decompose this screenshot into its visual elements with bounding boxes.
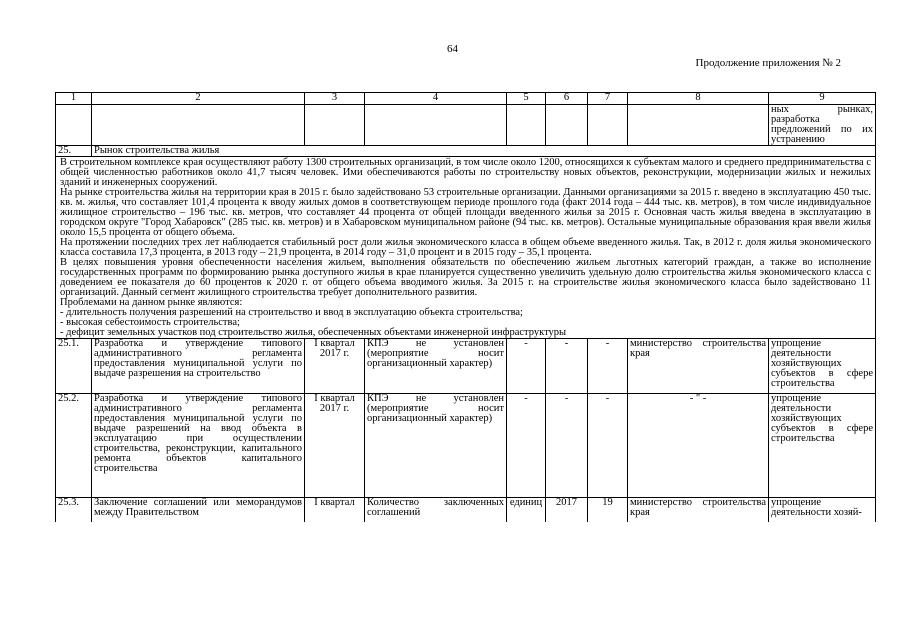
term: I квартал (305, 498, 365, 522)
col-header: 7 (588, 93, 628, 105)
result: упрощение деятельности хозяй- (769, 498, 876, 522)
col-header: 3 (305, 93, 365, 105)
section-number: 25. (56, 146, 92, 157)
result: упрощение деятельности хозяйствующих субъектов в сфере строительства (769, 339, 876, 394)
table-row (56, 394, 876, 498)
executor: - " - (628, 394, 769, 498)
col-header: 5 (507, 93, 546, 105)
col-header: 4 (365, 93, 507, 105)
description-paragraph: На рынке строительства жилья на территории края в 2015 г. было задействовано 53 строительные организации. Данными организациями за 2015 г. введено в эксплуатацию 450 тыс. кв. м. жилья, что составляет 101,4 процента к вводу жилых домов в соответствующем периоде прошлого года (факт 2014 года – 444 тыс. кв. метров), в том числе индивидуальное жилищное строительство – 196 тыс. кв. метров, что составляет 44 процента от общей площади введенного жилья за 2015 г. Основная часть жилья введена в эксплуатацию в городском округе "Город Хабаровск" (285 тыс. кв. метров) и в Хабаровском муниципальном районе (94 тыс. кв. метров). Остальные муниципальные образования края ввели жилья около 15,5 процента от общего объема. (60, 187, 871, 238)
year: - (546, 339, 588, 394)
table-row (56, 339, 876, 394)
value: - (588, 394, 628, 498)
section-description (56, 157, 876, 339)
measure-title: Заключение соглашений или меморандумов между Правительством (92, 498, 305, 522)
table-row (56, 105, 876, 146)
col-header: 6 (546, 93, 588, 105)
description-paragraph: В целях повышения уровня обеспеченности населения жильем, выполнения обязательств по обеспечению жильем льготных категорий граждан, а также во исполнение государственных программ по формированию рынка доступного жилья в крае планируется существенно увеличить удельную долю строительства жилья экономического класса с доведением ее показателя до 60 процентов к 2020 г. от общего объема вводимого жилья. За 2015 г. на строительстве жилья экономического класса было задействовано 11 организаций. Данный сегмент жилищного строительства требует дополнительного развития. (60, 257, 871, 298)
description-paragraph: - высокая себестоимость строительства; (60, 317, 240, 328)
executor: министерство строительства края (628, 498, 769, 522)
description-paragraph: - дефицит земельных участков под строительство жилья, обеспеченных объектами инженерной инфраструктуры (60, 327, 567, 338)
section-row (56, 146, 876, 157)
table-row (56, 498, 876, 522)
measure-title: Разработка и утверждение типового административного регламента предоставления муниципальной услуги по выдаче разрешения на строительство (92, 339, 305, 394)
header-row (56, 93, 876, 105)
unit: - (507, 339, 546, 394)
value: 19 (588, 498, 628, 522)
col-header: 1 (56, 93, 92, 105)
executor: министерство строительства края (628, 339, 769, 394)
description-paragraph: На протяжении последних трех лет наблюдается стабильный рост доли жилья экономического класса в общем объеме введенного жилья. Так, в 2012 г. доля жилья экономического класса составила 17,3 процента, в 2013 году – 21,9 процента, в 2014 году – 31,0 процент и в 2015 году – 35,1 процента. (60, 237, 871, 258)
result: упрощение деятельности хозяйствующих субъектов в сфере строительства (769, 394, 876, 498)
measures-table (55, 92, 876, 522)
section-description-row (56, 157, 876, 339)
section-title: Рынок строительства жилья (92, 146, 876, 157)
year: 2017 (546, 498, 588, 522)
col-header: 8 (628, 93, 769, 105)
continuation-note: Продолжение приложения № 2 (695, 57, 841, 69)
description-paragraph: Проблемами на данном рынке являются: (60, 297, 243, 308)
row-number: 25.3. (56, 498, 92, 522)
row-number: 25.2. (56, 394, 92, 498)
col-header: 2 (92, 93, 305, 105)
unit: единиц (507, 498, 546, 522)
description-paragraph: - длительность получения разрешений на строительство и ввод в эксплуатацию объекта строительства; (60, 307, 523, 318)
indicator: КПЭ не установлен (мероприятие носит организационный характер) (365, 339, 507, 394)
year: - (546, 394, 588, 498)
value: - (588, 339, 628, 394)
description-paragraph: В строительном комплексе края осуществляют работу 1300 строительных организаций, в том числе около 1200, относящихся к субъектам малого и среднего предпринимательства с общей численностью работников около 41,7 тысяч человек. Ими обеспечиваются работы по строительству новых объектов, реконструкции, модернизации жилых и нежилых зданий и инженерных сооружений. (60, 157, 871, 188)
indicator: КПЭ не установлен (мероприятие носит организационный характер) (365, 394, 507, 498)
result-cell: ных рынках, разработка предложений по их устранению (769, 105, 876, 146)
term: I квартал 2017 г. (305, 339, 365, 394)
col-header: 9 (769, 93, 876, 105)
row-number: 25.1. (56, 339, 92, 394)
unit: - (507, 394, 546, 498)
indicator: Количество заключенных соглашений (365, 498, 507, 522)
term: I квартал 2017 г. (305, 394, 365, 498)
page-number: 64 (447, 43, 458, 55)
measure-title: Разработка и утверждение типового административного регламента предоставления муниципальной услуги по выдаче разрешений на ввод объекта в эксплуатацию при осуществлении строительства, реконструкции, капитального ремонта объектов капитального строительства (92, 394, 305, 498)
